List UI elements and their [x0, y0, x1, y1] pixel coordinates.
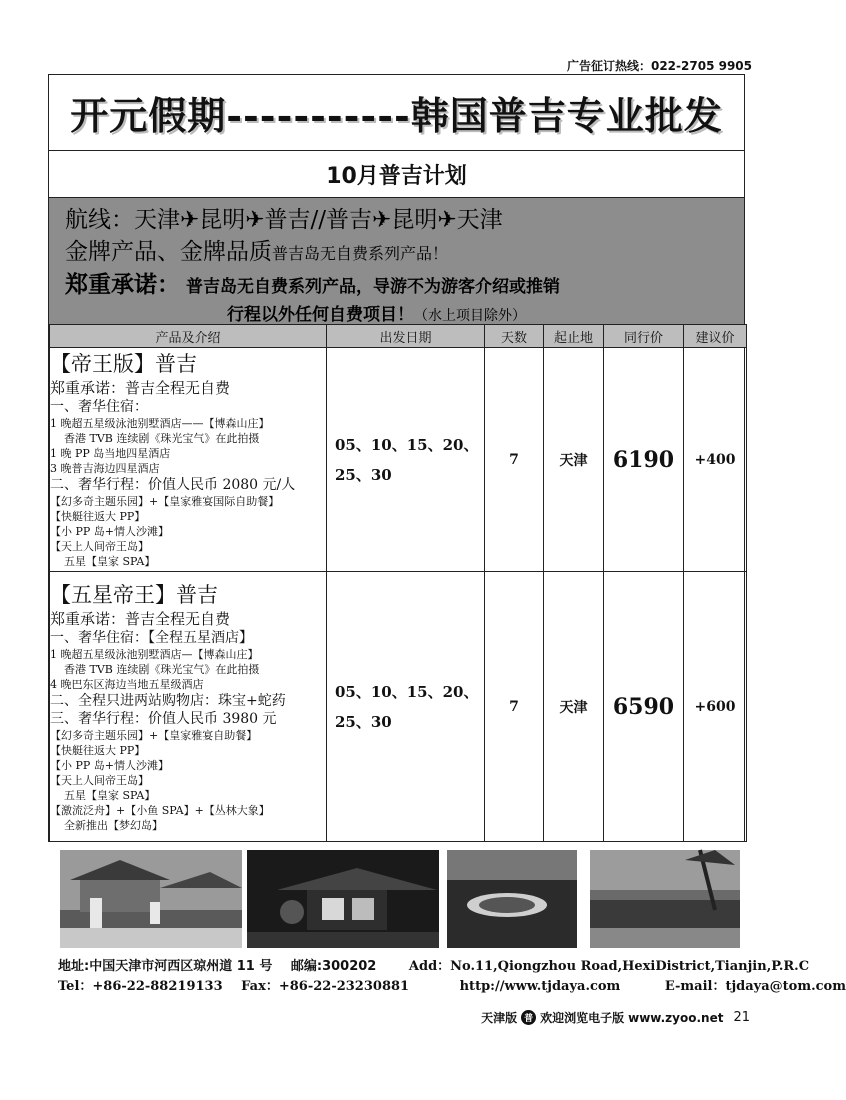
- dates-line: 25、30: [335, 465, 392, 484]
- page-footer: [481, 1009, 750, 1026]
- promise-line: [65, 270, 728, 302]
- route-label: 航线：: [65, 207, 134, 233]
- product-line: 三、奢华行程：价值人民币 3980 元: [50, 710, 277, 727]
- product-line: 【激流泛舟】+【小鱼 SPA】+【丛林大象】: [50, 803, 270, 817]
- email-link[interactable]: E-mail：tjdaya@tom.com: [664, 979, 846, 994]
- address-cn: 地址:中国天津市河西区琼州道 11 号: [58, 959, 273, 974]
- gold-line: [65, 236, 728, 270]
- plan-table: [49, 324, 747, 842]
- header-product: 产品及介绍: [50, 325, 327, 348]
- suggested-price-cell: +400: [684, 348, 747, 572]
- dates-line: 25、30: [335, 712, 392, 731]
- days-cell: 7: [485, 572, 544, 842]
- product-line: 【天上人间帝王岛】: [50, 540, 149, 553]
- peer-price-cell: 6190: [604, 348, 684, 572]
- product-line: 一、奢华住宿：【全程五星酒店】: [50, 629, 253, 646]
- promise-text: 普吉岛无自费系列产品，导游不为游客介绍或推销: [186, 277, 560, 297]
- header-peer-price: 同行价: [604, 325, 684, 348]
- edition-label: 天津版: [481, 1011, 518, 1025]
- contact-row: [58, 975, 846, 994]
- product-line: 五星【皇家 SPA】: [64, 555, 156, 568]
- gold-product-note: 普吉岛无自费系列产品！: [272, 244, 449, 263]
- night-villa-photo: [247, 850, 439, 948]
- product-name: 【帝王版】普吉: [50, 352, 197, 376]
- ad-hotline: 广告征订热线：022-2705 9905: [566, 59, 752, 73]
- footer-site-link[interactable]: www.zyoo.net: [628, 1010, 724, 1025]
- product-line: 一、奢华住宿：: [50, 399, 148, 415]
- product-name: 【五星帝王】普吉: [50, 582, 218, 607]
- banner-title: 开元假期-----------韩国普吉专业批发: [49, 75, 744, 151]
- product-line: 【幻多奇主题乐园】+【皇家雅宴自助餐】: [50, 728, 258, 742]
- ad-frame: [48, 74, 745, 842]
- resort-pool-photo: [60, 850, 242, 948]
- product-line: 1 晚超五星级泳池别墅酒店—【博森山庄】: [50, 647, 259, 661]
- product-line: 香港 TVB 连续剧《珠光宝气》在此拍摄: [64, 432, 260, 445]
- header-origin: 起止地: [544, 325, 604, 348]
- island-aerial-photo: [447, 850, 577, 948]
- product-promise: 郑重承诺：普吉全程无自费: [50, 609, 231, 628]
- table-row: [50, 348, 747, 572]
- route-text: 天津✈昆明✈普吉//普吉✈昆明✈天津: [134, 207, 503, 233]
- days-cell: 7: [485, 348, 544, 572]
- dates-line: 05、10、15、20、: [335, 682, 479, 701]
- header-days: 天数: [485, 325, 544, 348]
- product-line: 1 晚超五星级泳池别墅酒店——【博森山庄】: [50, 417, 270, 430]
- promise-text-2: 行程以外任何自费项目！: [227, 305, 414, 325]
- product-line: 【小 PP 岛+情人沙滩】: [50, 525, 170, 538]
- promise-note: （水上项目除外）: [414, 308, 526, 324]
- peer-price-cell: 6590: [604, 572, 684, 842]
- product-promise: 郑重承诺：普吉全程无自费: [50, 379, 231, 397]
- publication-logo: 普: [521, 1010, 536, 1025]
- product-line: 【快艇往返大 PP】: [50, 743, 146, 757]
- fax: Fax：+86-22-23230881: [241, 979, 410, 994]
- address-row: [58, 955, 809, 974]
- header-suggested-price: 建议价: [684, 325, 747, 348]
- product-line: 香港 TVB 连续剧《珠光宝气》在此拍摄: [64, 662, 260, 676]
- route-line: [65, 204, 728, 236]
- product-line: 3 晚普吉海边四星酒店: [50, 462, 160, 475]
- highlight-box: [49, 198, 744, 324]
- pool-deck-photo: [590, 850, 740, 948]
- product-line: 二、奢华行程：价值人民币 2080 元/人: [50, 477, 296, 493]
- header-dates: 出发日期: [327, 325, 485, 348]
- product-line: 【快艇往返大 PP】: [50, 510, 146, 523]
- departure-dates: [327, 572, 485, 842]
- product-line: 【小 PP 岛+情人沙滩】: [50, 758, 170, 772]
- page-number: 21: [733, 1010, 750, 1025]
- origin-cell: 天津: [544, 572, 604, 842]
- product-cell: [50, 572, 327, 842]
- plan-subtitle: 10月普吉计划: [49, 151, 744, 198]
- table-header-row: [50, 325, 747, 348]
- product-cell: [50, 348, 327, 572]
- origin-cell: 天津: [544, 348, 604, 572]
- dates-line: 05、10、15、20、: [335, 435, 479, 454]
- product-line: 二、全程只进两站购物店：珠宝+蛇药: [50, 692, 286, 709]
- table-row: [50, 572, 747, 842]
- product-line: 【天上人间帝王岛】: [50, 773, 149, 787]
- promise-label: 郑重承诺：: [65, 272, 180, 298]
- product-line: 4 晚巴东区海边当地五星级酒店: [50, 677, 204, 691]
- product-line: 五星【皇家 SPA】: [64, 788, 156, 802]
- product-line: 1 晚 PP 岛当地四星酒店: [50, 447, 171, 460]
- departure-dates: [327, 348, 485, 572]
- tel: Tel：+86-22-88219133: [58, 979, 223, 994]
- footer-slogan: 欢迎浏览电子版: [540, 1011, 625, 1025]
- photo-strip: [60, 850, 740, 948]
- product-line: 全新推出【梦幻岛】: [64, 818, 163, 832]
- suggested-price-cell: +600: [684, 572, 747, 842]
- postcode: 邮编:300202: [290, 959, 377, 974]
- website-link[interactable]: http://www.tjdaya.com: [459, 979, 621, 994]
- product-line: 【幻多奇主题乐园】+【皇家雅宴国际自助餐】: [50, 495, 280, 508]
- address-en: Add：No.11,Qiongzhou Road,HexiDistrict,Tianjin,P.R.C: [408, 959, 810, 974]
- gold-product-text: 金牌产品、金牌品质: [65, 239, 272, 265]
